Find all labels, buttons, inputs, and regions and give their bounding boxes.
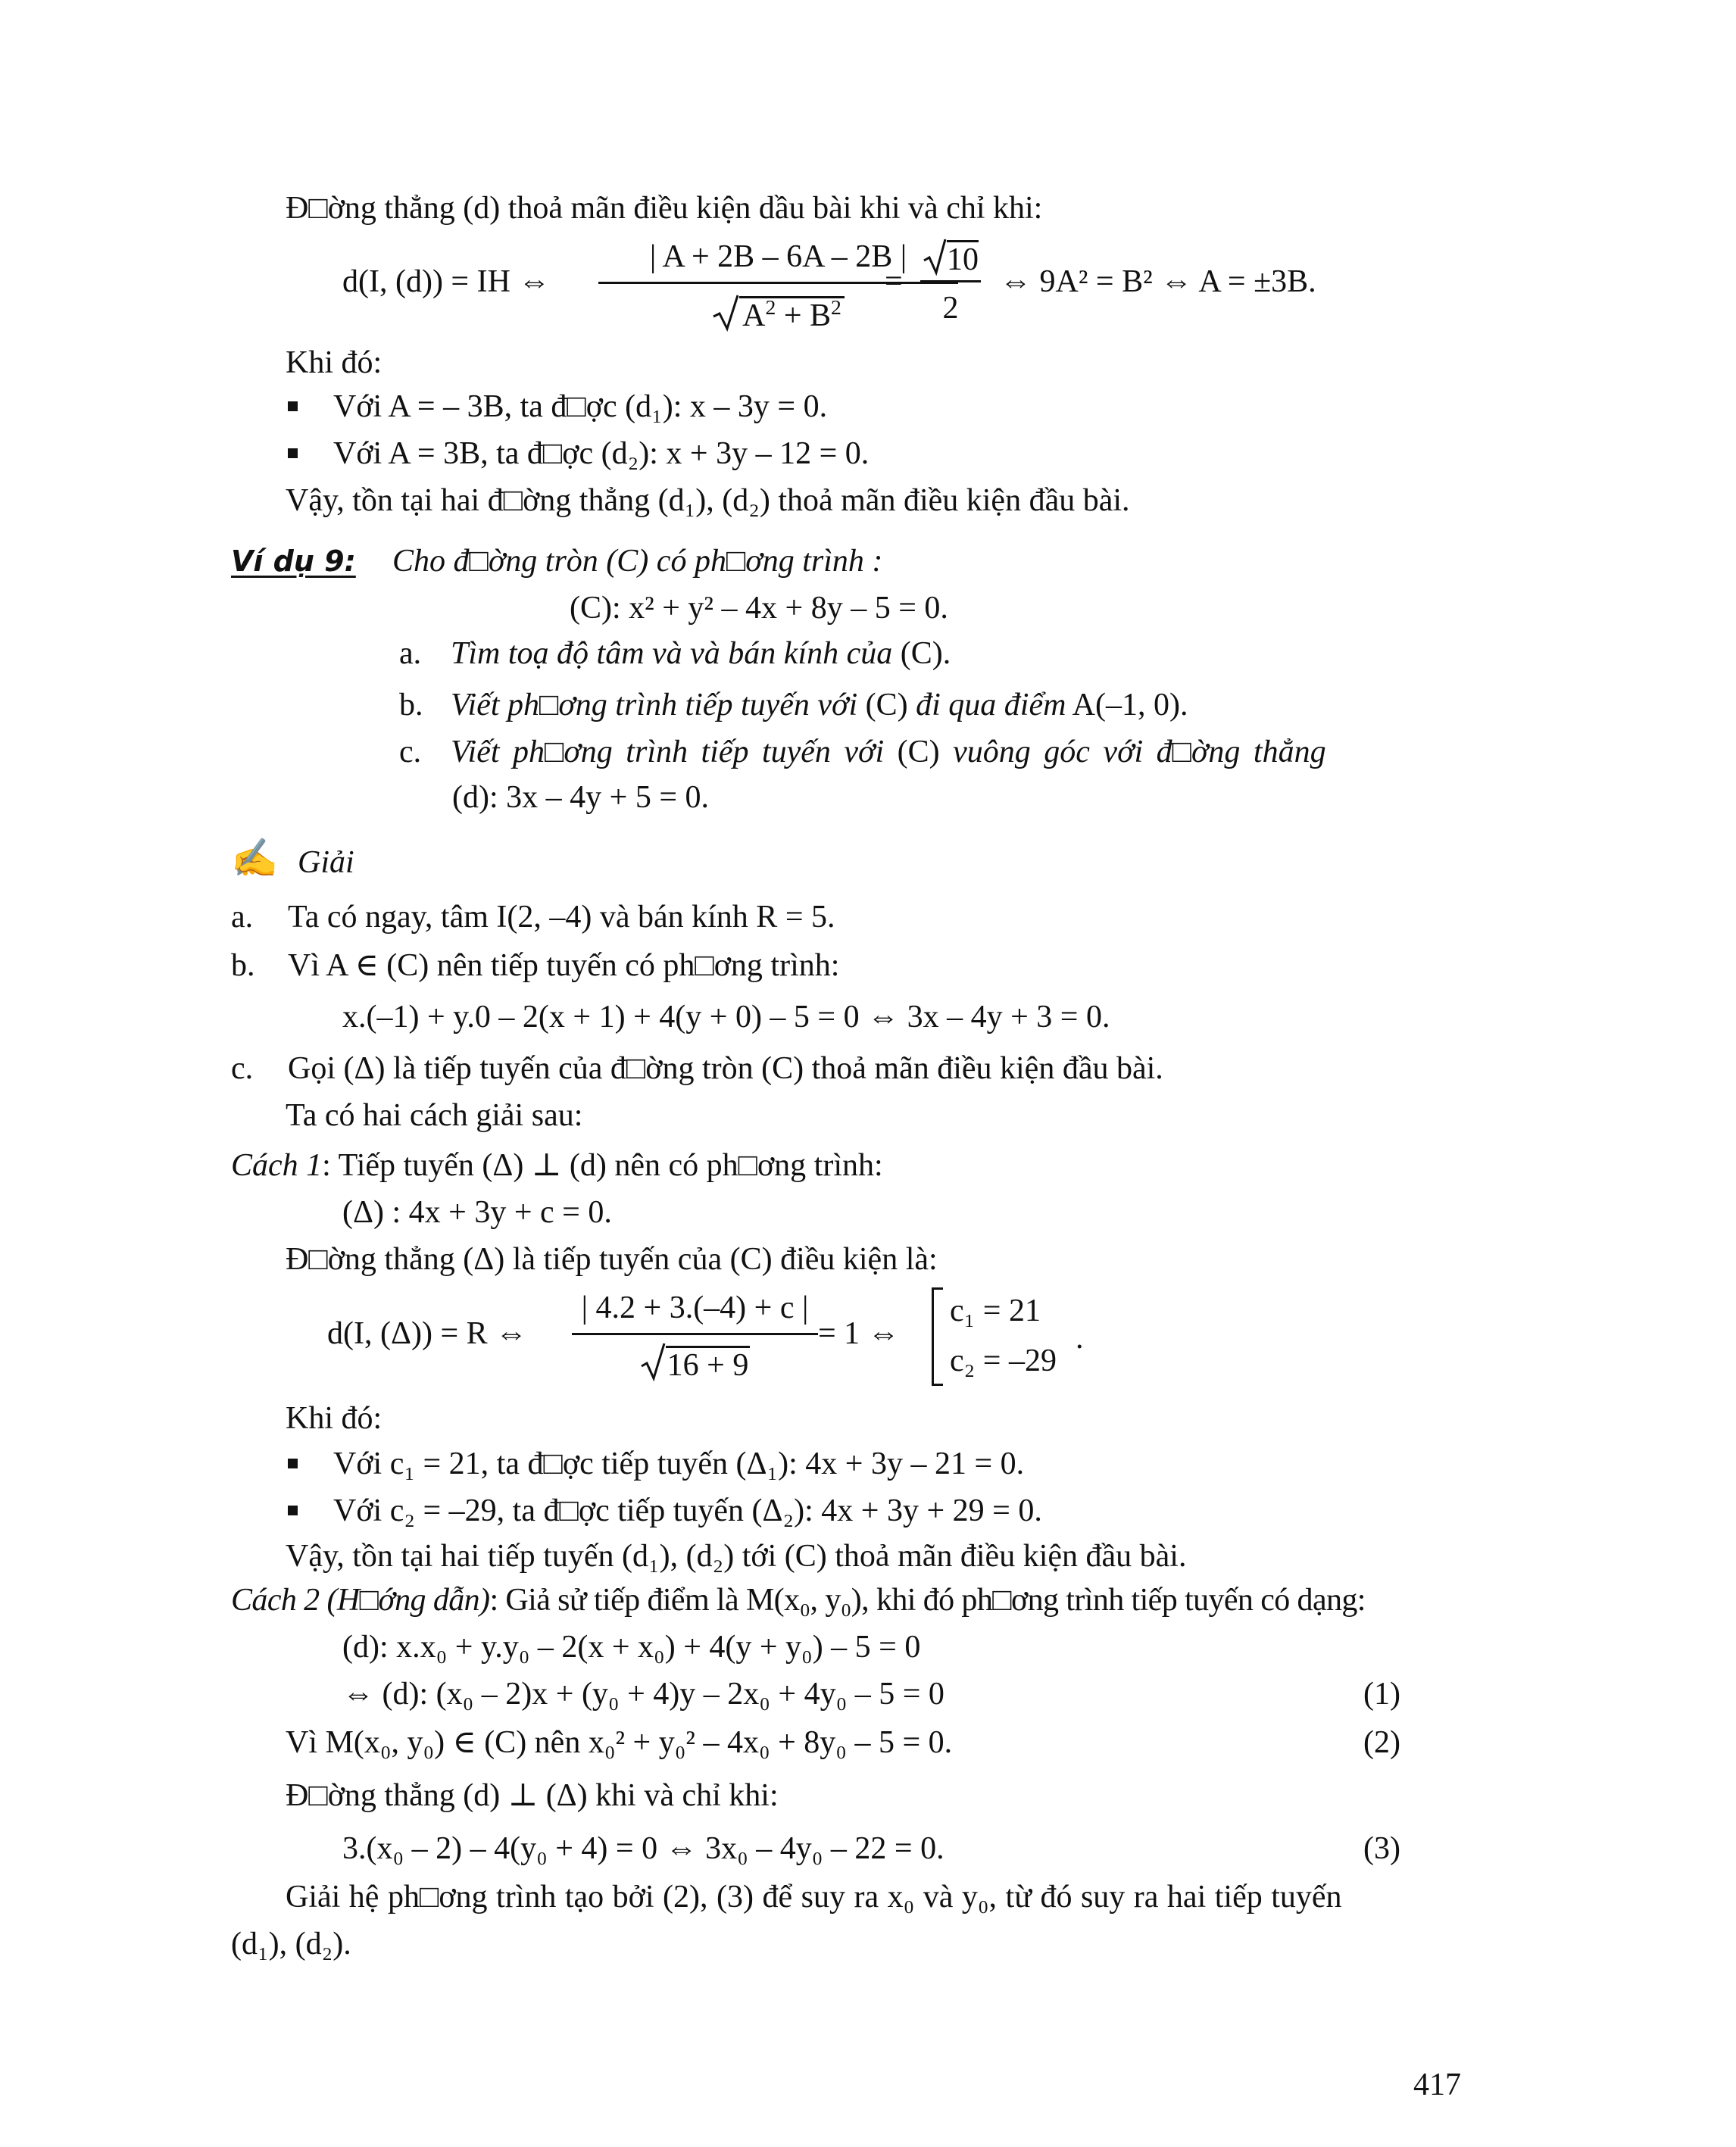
text-line: Vậy, tồn tại hai đ□ờng thẳng (d₁), (d₂) thoả mãn điều kiện đầu bài. [286,483,1130,518]
text-plain: : Giả sử tiếp điểm là M(x₀, y₀), khi đó ph□ơng trình tiếp tuyến có dạng: [489,1583,1366,1618]
list-label: c. [231,1051,254,1086]
text-italic: đi qua điểm [916,688,1066,722]
text-line: Gọi (Δ) là tiếp tuyến của đ□ờng tròn (C) thoả mãn điều kiện đầu bài. [288,1051,1163,1086]
text-line [451,638,951,669]
text-italic: Viết ph□ơng trình tiếp tuyến với [451,735,885,769]
sqrt-icon [712,294,739,332]
period: . [1076,1321,1084,1356]
equation: (Δ) : 4x + 3y + c = 0. [342,1195,612,1230]
bullet-icon [288,1506,298,1515]
text-line [451,736,1326,768]
system-bracket [932,1287,943,1386]
equation: ⇔ (d): (x₀ – 2)x + (y₀ + 4)y – 2x₀ + 4y₀ – 5 = 0 [342,1677,944,1712]
text-line: Khi đó: [286,345,382,380]
method-label: Cách 1 [231,1148,323,1183]
list-label: a. [231,900,254,935]
formula-lhs: d(I, (Δ)) = R ⇔ [327,1316,528,1351]
text-line [451,689,1188,721]
equals: = [885,264,903,299]
sqrt-icon [923,238,947,276]
equation: 3.(x₀ – 2) – 4(y₀ + 4) = 0 ⇔ 3x₀ – 4y₀ – 22 = 0. [342,1831,944,1866]
text-line: Với c₁ = 21, ta đ□ợc tiếp tuyến (Δ₁): 4x + 3y – 21 = 0. [333,1446,1025,1481]
text-italic: Viết ph□ơng trình tiếp tuyến với [451,688,858,722]
sqrt10-numerator: 10 [920,238,981,276]
text-line: (d₁), (d₂). [231,1927,351,1961]
list-label: a. [399,636,422,671]
text-line: Đ□ờng thẳng (d) ⊥ (Δ) khi và chỉ khi: [286,1778,779,1813]
page-number: 417 [1413,2067,1461,2102]
text-line: Vì A ∈ (C) nên tiếp tuyến có ph□ơng trình: [288,948,840,983]
equation-tag: (2) [1363,1725,1400,1760]
fraction-numerator: | A + 2B – 6A – 2B | [649,239,907,274]
fraction-denominator: 2 [942,291,959,326]
text-plain: : Tiếp tuyến (Δ) ⊥ (d) nên có ph□ơng trình: [322,1148,883,1183]
text-line: Đ□ờng thẳng (Δ) là tiếp tuyến của (C) điều kiện là: [286,1242,938,1277]
text-line: Khi đó: [286,1401,382,1436]
solution-heading: Giải [298,845,354,880]
fraction-numerator: | 4.2 + 3.(–4) + c | [581,1290,809,1325]
equation-tag: (1) [1363,1677,1400,1712]
text-line: Với c₂ = –29, ta đ□ợc tiếp tuyến (Δ₂): 4x + 3y + 29 = 0. [333,1493,1042,1528]
fraction-bar [598,282,958,284]
fraction-bar [572,1333,818,1335]
sqrt-icon [640,1342,666,1381]
text-line: Cho đ□ờng tròn (C) có ph□ơng trình : [392,544,883,579]
fraction-denominator: $A^2 + B^2$ [598,294,958,332]
text-line: Đ□ờng thẳng (d) thoả mãn điều kiện dầu bài khi và chỉ khi: [286,191,1043,226]
formula-lhs: d(I, (d)) = IH ⇔ [342,264,551,299]
bullet-icon [288,401,298,411]
text-line: Vậy, tồn tại hai tiếp tuyến (d₁), (d₂) tới (C) thoả mãn điều kiện đầu bài. [286,1539,1187,1574]
text-line [231,1584,1366,1616]
bullet-icon [288,448,298,458]
text-line [231,1150,883,1181]
text-line: Ta có hai cách giải sau: [286,1098,583,1133]
text-plain: A(–1, 0). [1072,688,1188,722]
text-plain: (C). [900,636,951,671]
equation: (d): 3x – 4y + 5 = 0. [452,780,710,815]
formula-rhs: ⇔ 9A² = B² ⇔ A = ±3B. [1000,264,1316,299]
example-heading: Ví dụ 9: [231,545,356,578]
equation-tag: (3) [1363,1831,1400,1866]
text-line: Với A = – 3B, ta đ□ợc (d₁): x – 3y = 0. [333,389,828,424]
equation: (C): x² + y² – 4x + 8y – 5 = 0. [570,591,948,626]
list-label: c. [399,735,422,769]
list-label: b. [231,948,255,983]
fraction [572,1292,818,1390]
case-line: c₂ = –29 [950,1343,1057,1378]
case-line: c₁ = 21 [950,1294,1041,1328]
text-line: Ta có ngay, tâm I(2, –4) và bán kính R = 5. [288,900,835,935]
text-plain: (C) [865,688,908,722]
equation: Vì M(x₀, y₀) ∈ (C) nên x₀² + y₀² – 4x₀ + 8y₀ – 5 = 0. [286,1725,953,1760]
text-plain: (C) [897,735,940,769]
fraction [598,241,958,335]
fraction-bar [920,280,981,282]
pen-icon: ✍ [231,837,279,879]
list-label: b. [399,688,423,722]
text-italic: vuông góc với đ□ờng thẳng [953,735,1326,769]
equals: = 1 ⇔ [818,1316,900,1351]
equation: (d): x.x₀ + y.y₀ – 2(x + x₀) + 4(y + y₀) – 5 = 0 [342,1630,921,1665]
text-italic: Tìm toạ độ tâm và và bán kính của [451,636,893,671]
equation: x.(–1) + y.0 – 2(x + 1) + 4(y + 0) – 5 = 0 ⇔ 3x – 4y + 3 = 0. [342,1000,1110,1034]
text-line: Với A = 3B, ta đ□ợc (d₂): x + 3y – 12 = 0. [333,436,870,471]
method-label: Cách 2 (H□ớng dẫn) [231,1583,490,1618]
fraction-denominator: 16 + 9 [572,1342,818,1381]
fraction-sqrt10 [920,235,981,329]
bullet-icon [288,1459,298,1468]
text-line: Giải hệ ph□ơng trình tạo bởi (2), (3) để suy ra x₀ và y₀, từ đó suy ra hai tiếp tuyến [286,1880,1342,1915]
